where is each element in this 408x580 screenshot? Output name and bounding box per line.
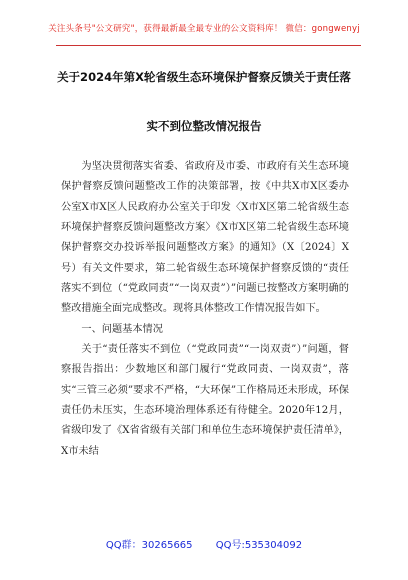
section-heading: 一、问题基本情况: [81, 323, 163, 335]
footer-qq-group: QQ群：30265665: [105, 540, 193, 551]
header-banner: 关注头条号"公文研究"，获得最新最全最专业的公文资料库！ 微信：gongwenyj: [48, 24, 360, 34]
footer-qq-number: QQ号:535304092: [215, 540, 303, 551]
intro-paragraph: 为坚决贯彻落实省委、省政府及市委、市政府有关生态环境保护督察反馈问题整改工作的决策部署，按《中共X市X区委办公室X市X区人民政府办公室关于印发〈X市X区第二轮省级生态环境保护督察反馈问题整改方案〉《X市X区第二轮省级生态环境保护督察交办投诉举报问题整改方案》的通知》（X〔2024〕X号）有关文件要求，第二轮省级生态环境保护督察反馈的“责任落实不到位（“党政同责”“一岗双责”）”问题已按整改方案明确的整改措施全面完成整改。现将具体整改工作情况报告如下。: [61, 161, 349, 315]
footer-contact: [0, 536, 408, 551]
issue-paragraph: 关于“责任落实不到位（“党政同责”“一岗双责”）”问题，督察报告指出：少数地区和部门履行“党政同责、一岗双责”，落实“三管三必须”要求不严格，“大环保”工作格局还未形成，环保责任仍未压实，生态环境治理体系还有待健全。2020年12月，省级印发了《X省省级有关部门和单位生态环境保护责任清单》，X市未结: [61, 344, 349, 457]
document-title-line-1: 关于2024年第X轮省级生态环境保护督察反馈关于责任落: [57, 70, 351, 84]
header-divider: [56, 45, 361, 46]
document-body: [61, 157, 349, 462]
document-title-line-2: 实不到位整改情况报告: [146, 119, 262, 133]
